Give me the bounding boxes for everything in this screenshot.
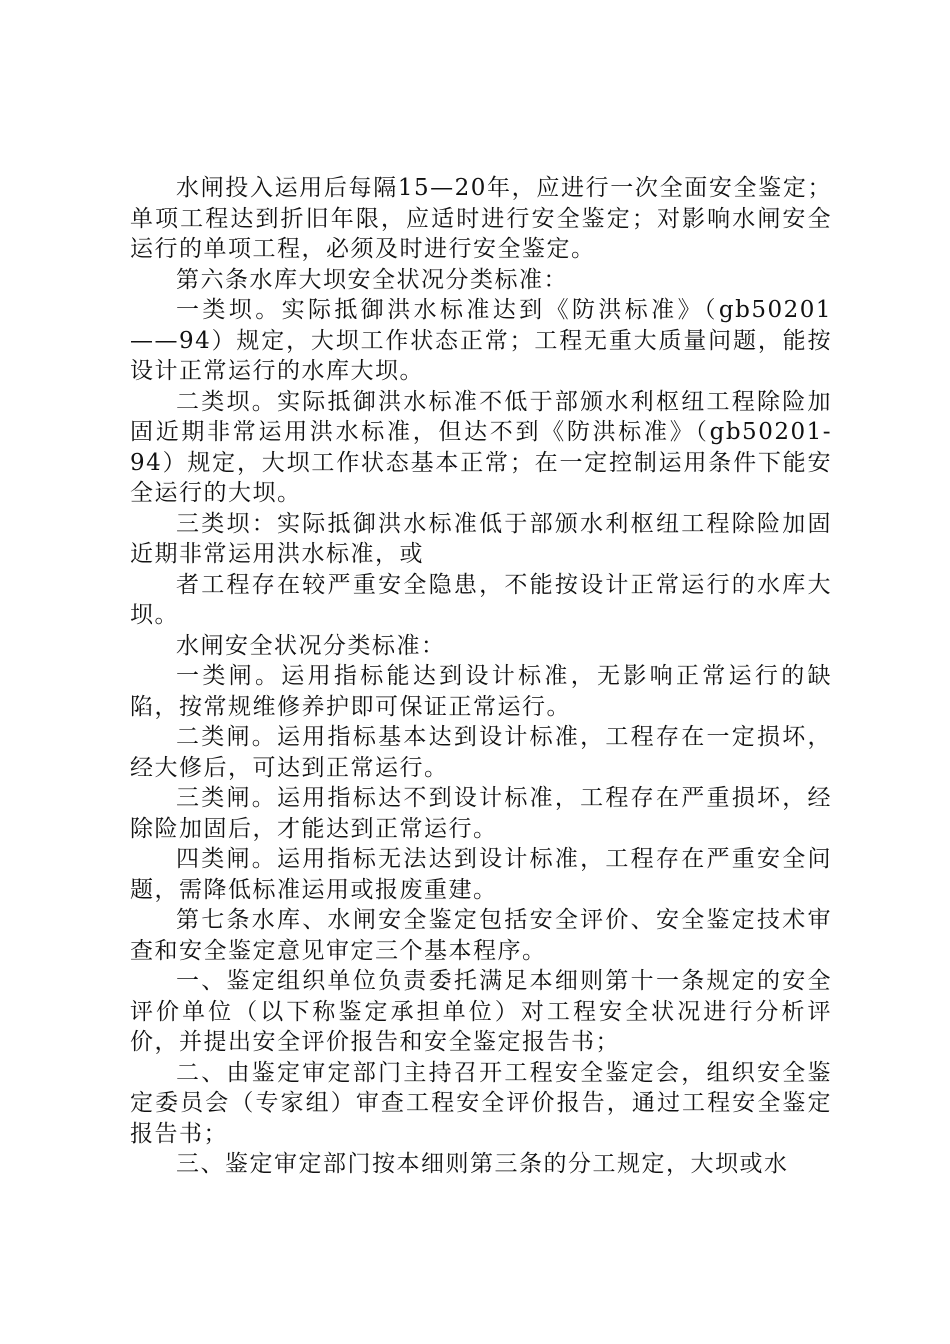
paragraph-sluice-class-3: 三类闸。运用指标达不到设计标准，工程存在严重损坏，经除险加固后，才能达到正常运行。 <box>130 785 832 842</box>
paragraph-dam-class-3: 三类坝：实际抵御洪水标准低于部颁水利枢纽工程除险加固近期非常运用洪水标准，或 <box>130 510 832 567</box>
paragraph-procedure-2: 二、由鉴定审定部门主持召开工程安全鉴定会，组织安全鉴定委员会（专家组）审查工程安全评价报告，通过工程安全鉴定报告书； <box>130 1059 832 1147</box>
paragraph-sluice-appraisal-interval: 水闸投入运用后每隔15—20年，应进行一次全面安全鉴定；单项工程达到折旧年限，应适时进行安全鉴定；对影响水闸安全运行的单项工程，必须及时进行安全鉴定。 <box>130 175 832 262</box>
paragraph-sluice-classification-heading: 水闸安全状况分类标准： <box>176 632 446 659</box>
paragraph-sluice-class-4: 四类闸。运用指标无法达到设计标准，工程存在严重安全问题，需降低标准运用或报废重建。 <box>130 846 832 903</box>
paragraph-article-6-heading: 第六条水库大坝安全状况分类标准： <box>176 266 568 293</box>
paragraph-procedure-3: 三、鉴定审定部门按本细则第三条的分工规定，大坝或水 <box>176 1151 789 1177</box>
paragraph-sluice-class-1: 一类闸。运用指标能达到设计标准，无影响正常运行的缺陷，按常规维修养护即可保证正常运行。 <box>130 663 832 720</box>
paragraph-dam-class-3-continued: 者工程存在较严重安全隐患，不能按设计正常运行的水库大坝。 <box>130 571 832 628</box>
paragraph-dam-class-1: 一类坝。实际抵御洪水标准达到《防洪标准》（gb50201——94）规定，大坝工作状态正常；工程无重大质量问题，能按设计正常运行的水库大坝。 <box>130 297 832 384</box>
document-body <box>130 173 832 1180</box>
paragraph-sluice-class-2: 二类闸。运用指标基本达到设计标准，工程存在一定损坏，经大修后，可达到正常运行。 <box>130 724 832 781</box>
paragraph-article-7: 第七条水库、水闸安全鉴定包括安全评价、安全鉴定技术审查和安全鉴定意见审定三个基本程序。 <box>130 907 832 964</box>
paragraph-procedure-1: 一、鉴定组织单位负责委托满足本细则第十一条规定的安全评价单位（以下称鉴定承担单位）对工程安全状况进行分析评价，并提出安全评价报告和安全鉴定报告书； <box>130 968 832 1055</box>
paragraph-dam-class-2: 二类坝。实际抵御洪水标准不低于部颁水利枢纽工程除险加固近期非常运用洪水标准，但达不到《防洪标准》（gb50201-94）规定，大坝工作状态基本正常；在一定控制运用条件下能安全运行的大坝。 <box>130 388 832 506</box>
